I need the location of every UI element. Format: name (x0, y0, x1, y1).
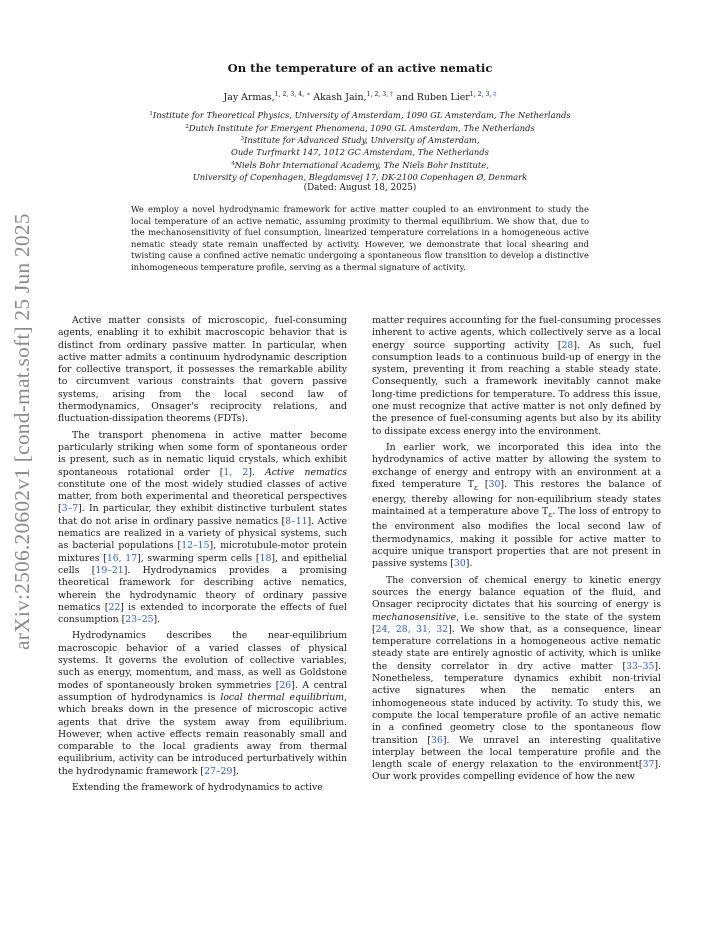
footnote-link[interactable]: ∗ (304, 91, 311, 98)
paragraph: In earlier work, we incorporated this idea into the hydrodynamics of active matter by allowing the system to exchange of energy and entropy with an environment at a fixed temperature $T_\varepsilon$ [30]. This restores the balance of energy, thereby allowing for non-equilibrium steady states maintained at a temperature above $T_\varepsilon$. The loss of entropy to the environment also modifies the local second law of thermodynamics, making it possible for active matter to acquire unique transport properties that are not present in passive systems [30]. (372, 441, 662, 570)
citation-link[interactable]: 30 (453, 558, 466, 570)
left-column (58, 315, 347, 794)
citation-link[interactable]: 23–25 (125, 614, 154, 626)
citation-link[interactable]: 8–11 (285, 515, 308, 527)
affiliation-marks: 1, 2, 3, † (366, 91, 394, 98)
citation-link[interactable]: 22 (108, 601, 121, 613)
citation-link[interactable]: 27–29 (204, 765, 233, 777)
affiliation-4-address: University of Copenhagen, Blegdamsvej 17, DK-2100 Copenhagen Ø, Denmark (192, 171, 528, 182)
affiliation-1: $^1$Institute for Theoretical Physics, University of Amsterdam, 1090 GL Amsterdam, The Netherlands (149, 110, 571, 120)
date-line: (Dated: August 18, 2025) (303, 183, 417, 193)
paragraph: Active matter consists of microscopic, fuel-consuming agents, enabling it to exhibit macroscopic behavior that is distinct from ordinary passive matter. In particular, when active matter admits a continuum hydrodynamic description for collective transport, it possesses the remarkable ability to circumvent various constraints that govern passive systems, arising from the local second law of thermodynamics, Onsager's reciprocity relations, and fluctuation-dissipation theorems (FDTs). (58, 315, 347, 425)
citation-link[interactable]: 30 (488, 478, 501, 490)
citation-link[interactable]: 16, 17 (106, 552, 138, 564)
footnote-link[interactable]: ‡ (491, 91, 497, 98)
citation-link[interactable]: 3–7 (61, 503, 79, 515)
paragraph: Hydrodynamics describes the near-equilibrium macroscopic behavior of a varied classes of physical systems. It governs the evolution of collective variables, such as energy, momentum, and mass, as well as Goldstone modes of spontaneously broken symmetries [26]. A central assumption of hydrodynamics is local thermal equilibrium, which breaks down in the presence of microscopic active agents that drive the system away from equilibrium. However, when active effects remain reasonably small and comparable to the local gradients away from thermal equilibrium, activity can be introduced perturbatively within the hydrodynamic framework [27–29]. (58, 630, 347, 777)
paragraph: Extending the framework of hydrodynamics to active (72, 781, 323, 793)
author-name: and Ruben Lier (393, 92, 470, 103)
right-column (372, 315, 661, 784)
affiliation-4: $^4$Niels Bohr International Academy, The Niels Bohr Institute, (231, 159, 489, 170)
citation-link[interactable]: 19–21 (95, 564, 124, 576)
affiliations (0, 109, 720, 183)
author-name: Jay Armas, (223, 92, 275, 103)
citation-link[interactable]: 1, 2 (223, 466, 249, 478)
citation-link[interactable]: 18 (259, 552, 272, 564)
abstract: We employ a novel hydrodynamic framework for active matter coupled to an environment to study the local temperature of an active nematic, assuming proximity to thermal equilibrium. We show that, due to the mechanosensitivity of fuel consumption, linearized temperature correlations in a homogeneous active nematic steady state remain unaffected by activity. However, we demonstrate that local shearing and twisting cause a confined active nematic undergoing a spontaneous flow transition to develop a distinctive inhomogeneous temperature profile, serving as a thermal signature of activity. (131, 204, 589, 272)
citation-link[interactable]: 24, 28, 31, 32 (375, 623, 449, 635)
affiliation-3: $^3$Institute for Advanced Study, University of Amsterdam, (240, 135, 480, 146)
affiliation-2: $^2$Dutch Institute for Emergent Phenomena, 1090 GL Amsterdam, The Netherlands (185, 122, 535, 133)
author-line (0, 91, 720, 103)
citation-link[interactable]: 28 (561, 339, 574, 351)
affiliation-marks: 1, 2, 3, ‡ (469, 91, 497, 98)
paragraph: The transport phenomena in active matter become particularly striking when some form of spontaneous order is present, such as in nematic liquid crystals, which exhibit spontaneous rotational order [1, 2]. Active nematics constitute one of the most widely studied classes of active matter, from both experimental and theoretical perspectives [3–7]. In particular, they exhibit distinctive turbulent states that do not arise in ordinary passive nematics [8–11]. Active nematics are realized in a variety of physical systems, such as bacterial populations [12–15], microtubule-motor protein mixtures [16, 17], swarming sperm cells [18], and epithelial cells [19–21]. Hydrodynamics provides a promising theoretical framework for describing active nematics, wherein the hydrodynamic theory of ordinary passive nematics [22] is extended to incorporate the effects of fuel consumption [23–25]. (58, 429, 348, 626)
citation-link[interactable]: 36 (431, 734, 443, 746)
affiliation-marks: 1, 2, 3, 4, ∗ (274, 91, 311, 98)
citation-link[interactable]: 33–35 (626, 660, 655, 672)
arxiv-identifier: arXiv:2506.20602v1 [cond-mat.soft] 25 Jun 2025 (10, 213, 34, 650)
footnote-link[interactable]: † (388, 91, 394, 98)
paper-title: On the temperature of an active nematic (227, 61, 493, 75)
paragraph: matter requires accounting for the fuel-consuming processes inherent to active agents, which collectively serve as a local energy source supporting activity [28]. As such, fuel consumption leads to a continuous build-up of energy in the system, preventing it from reaching a stable steady state. Consequently, such a framework inevitably cannot make long-time predictions for temperature. To address this issue, one must recognize that active matter is not only defined by the presence of fuel-consuming agents but also by its ability to dissipate excess energy into the environment. (372, 315, 661, 437)
author-name: Akash Jain, (310, 92, 367, 103)
affiliation-3-address: Oude Turfmarkt 147, 1012 GC Amsterdam, The Netherlands (231, 147, 489, 158)
citation-link[interactable]: 26 (279, 679, 292, 691)
citation-link[interactable]: 37 (642, 759, 655, 771)
paragraph: The conversion of chemical energy to kinetic energy sources the energy balance equation of the fluid, and Onsager reciprocity dictates that his sourcing of energy is mechanosensitive, i.e. sensitive to the state of the system [24, 28, 31, 32]. We show that, as a consequence, linear temperature correlations in a homogeneous active nematic steady state are entirely agnostic of activity, which is unlike the density correlator in dry active matter [33–35]. Nonetheless, temperature dynamics exhibit non-trivial active signatures when the nematic enters an inhomogeneous state induced by activity. To study this, we compute the local temperature profile of an active nematic in a confined geometry close to the spontaneous flow transition [36]. We unravel an interesting qualitative interplay between the local temperature profile and the length scale of energy relaxation to the environment[37]. Our work provides compelling evidence of how the new (372, 574, 661, 783)
citation-link[interactable]: 12–15 (181, 540, 210, 552)
